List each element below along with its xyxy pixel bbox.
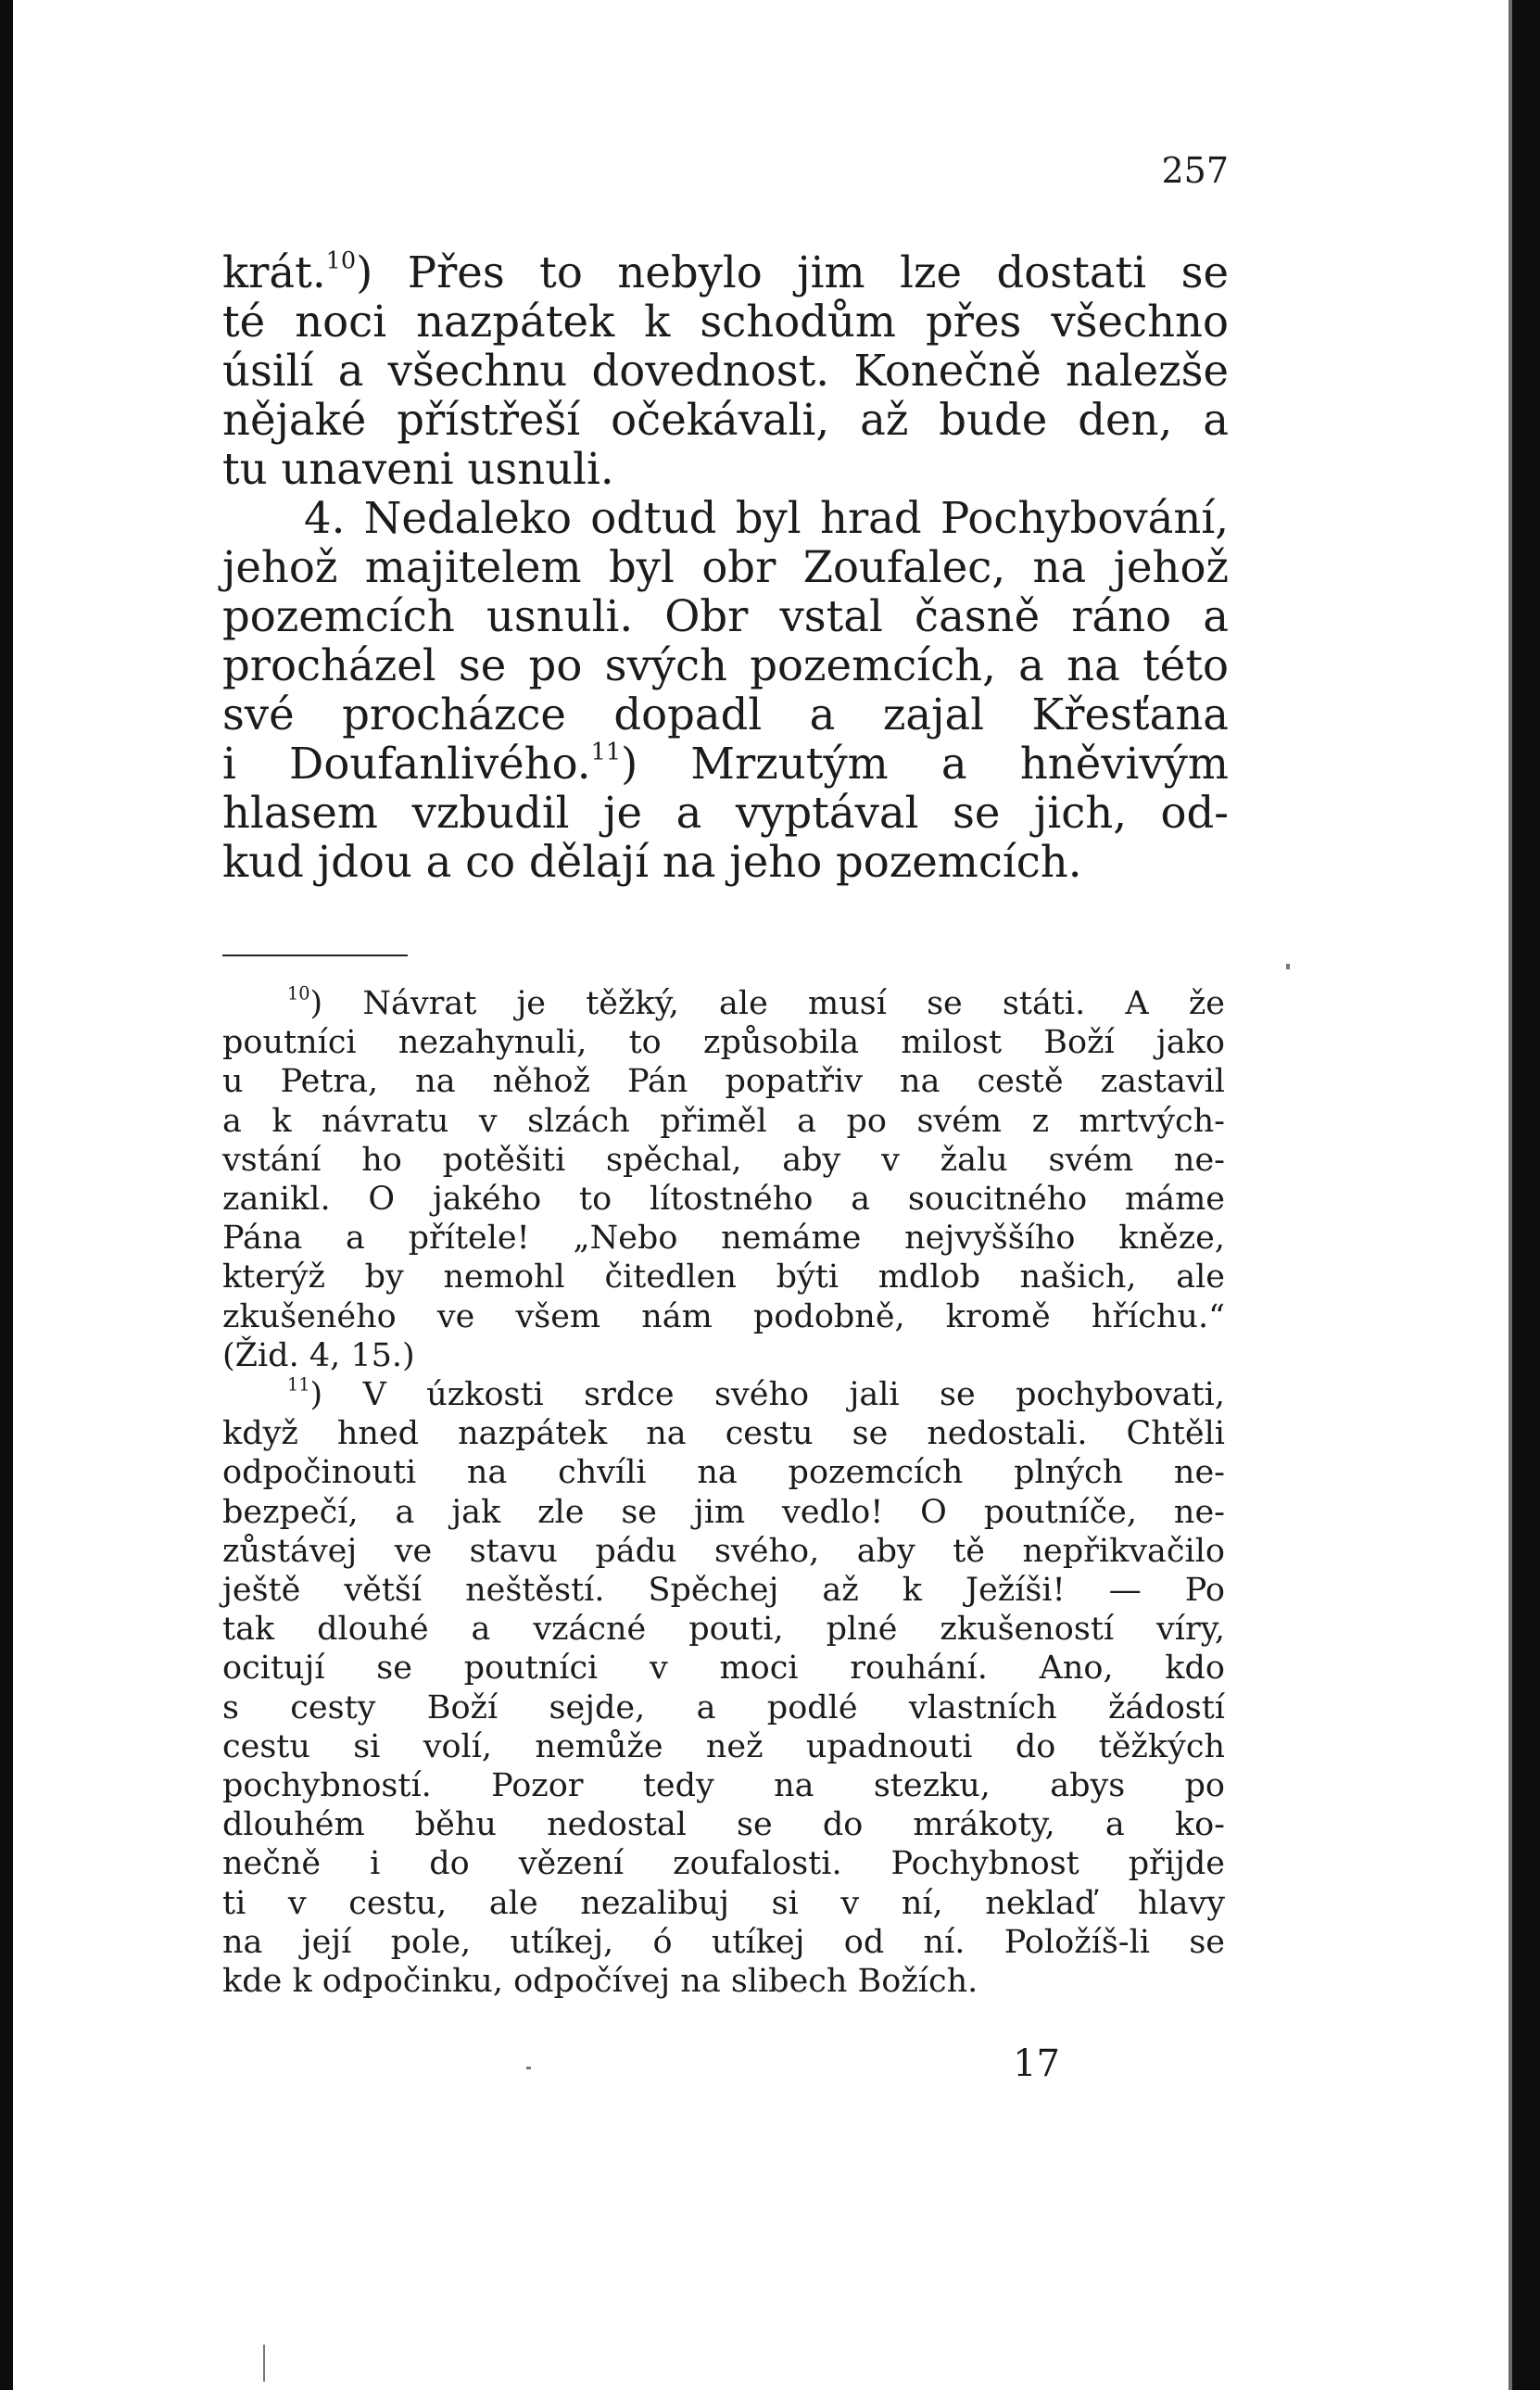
main-line-4: nějaké přístřeší očekávali, až bude den, a xyxy=(222,395,1229,445)
main-line-1-start: krát. xyxy=(222,247,326,297)
main-line-9: procházel se po svých pozemcích, a na této xyxy=(222,640,1229,690)
footnote-11-line-4: bezpečí, a jak zle se jim vedlo! O poutníče, ne- xyxy=(222,1493,1225,1531)
footnote-10-line-9: zkušeného ve všem nám podobně, kromě hříchu.“ xyxy=(222,1297,1225,1335)
footnote-10-line-1 xyxy=(222,984,1225,1023)
main-line-12: hlasem vzbudil je a vyptával se jich, od- xyxy=(222,788,1229,838)
scan-speck xyxy=(526,2067,531,2069)
main-line-1 xyxy=(222,248,1229,297)
footnote-11-line-2: když hned nazpátek na cestu se nedostali. Chtěli xyxy=(222,1415,1225,1453)
footnote-11-line-3: odpočinouti na chvíli na pozemcích plných ne- xyxy=(222,1454,1225,1492)
footnote-11-line-12: dlouhém běhu nedostal se do mrákoty, a ko- xyxy=(222,1806,1225,1844)
scan-speck xyxy=(263,2345,265,2382)
footnote-11-line-8: ocitují se poutníci v moci rouhání. Ano, kdo xyxy=(222,1650,1225,1688)
main-line-11-rest: ) Mrzutým a hněvivým xyxy=(621,739,1230,789)
footnote-10-line-8: kterýž by nemohl čitedlen býti mdlob našich, ale xyxy=(222,1258,1225,1296)
footnote-11-line-15: na její pole, utíkej, ó utíkej od ní. Položíš-li se xyxy=(222,1923,1225,1961)
main-text xyxy=(222,248,1229,887)
main-line-11 xyxy=(222,740,1229,789)
footnote-11-line-1 xyxy=(222,1375,1225,1414)
main-line-2: té noci nazpátek k schodům přes všechno xyxy=(222,297,1229,347)
main-line-7: jehož majitelem byl obr Zoufalec, na jehož xyxy=(222,542,1229,592)
main-line-3: úsilí a všechnu dovednost. Konečně nalezše xyxy=(222,346,1229,396)
footnote-10-line-4: a k návratu v slzách přiměl a po svém z mrtvých- xyxy=(222,1102,1225,1140)
page-number: 257 xyxy=(1161,150,1229,191)
main-line-1-rest: ) Přes to nebylo jim lze dostati se xyxy=(356,247,1229,297)
footnote-11-line-16: kde k odpočinku, odpočívej na slibech Božích. xyxy=(222,1963,978,2001)
footnote-10-line-2: poutníci nezahynuli, to způsobila milost Boží jako xyxy=(222,1024,1225,1062)
main-line-8: pozemcích usnuli. Obr vstal časně ráno a xyxy=(222,591,1229,641)
footnote-10-line-7: Pána a přítele! „Nebo nemáme nejvyššího kněze, xyxy=(222,1220,1225,1258)
footnote-ref-10: 10 xyxy=(325,247,357,275)
footnote-11-line-9: s cesty Boží sejde, a podlé vlastních žádostí xyxy=(222,1688,1225,1726)
footnote-ref-11: 11 xyxy=(590,738,622,766)
scan-edge-left xyxy=(0,0,13,2390)
footnote-11-line-5: zůstávej ve stavu pádu svého, aby tě nepřikvačilo xyxy=(222,1532,1225,1570)
footnote-10-line-10: (Žid. 4, 15.) xyxy=(222,1336,415,1374)
footnote-separator xyxy=(222,955,408,956)
scan-edge-right xyxy=(1512,0,1540,2390)
footnote-10-marker: 10 xyxy=(287,982,310,1005)
main-line-13: kud jdou a co dělají na jeho pozemcích. xyxy=(222,837,1082,887)
footnote-10-line-1-text: ) Návrat je těžký, ale musí se státi. A že xyxy=(309,985,1225,1022)
signature-mark: 17 xyxy=(1013,2042,1060,2085)
footnote-11-marker: 11 xyxy=(287,1373,310,1396)
main-line-5: tu unaveni usnuli. xyxy=(222,444,614,494)
footnote-11-line-11: pochybností. Pozor tedy na stezku, abys po xyxy=(222,1767,1225,1805)
footnote-11-line-13: nečně i do vězení zoufalosti. Pochybnost přijde xyxy=(222,1845,1225,1883)
footnote-10-line-3: u Petra, na něhož Pán popatřiv na cestě zastavil xyxy=(222,1063,1225,1101)
main-line-6: 4. Nedaleko odtud byl hrad Pochybování, xyxy=(304,493,1229,543)
footnote-11-line-6: ještě větší neštěstí. Spěchej až k Ježíši! — Po xyxy=(222,1572,1225,1610)
scan-speck xyxy=(1286,964,1290,969)
footnote-11-line-14: ti v cestu, ale nezalibuj si v ní, neklaď hlavy xyxy=(222,1884,1225,1922)
footnote-11-line-1-text: ) V úzkosti srdce svého jali se pochybovati, xyxy=(309,1376,1225,1414)
footnote-10-line-5: vstání ho potěšiti spěchal, aby v žalu svém ne- xyxy=(222,1141,1225,1179)
main-line-10: své procházce dopadl a zajal Křesťana xyxy=(222,689,1229,740)
footnote-11-line-10: cestu si volí, nemůže než upadnouti do těžkých xyxy=(222,1727,1225,1765)
footnote-10-line-6: zanikl. O jakého to lítostného a soucitného máme xyxy=(222,1181,1225,1219)
main-line-11-start: i Doufanlivého. xyxy=(222,739,591,789)
footnote-11-line-7: tak dlouhé a vzácné pouti, plné zkušeností víry, xyxy=(222,1611,1225,1649)
footnotes xyxy=(222,984,1225,2001)
